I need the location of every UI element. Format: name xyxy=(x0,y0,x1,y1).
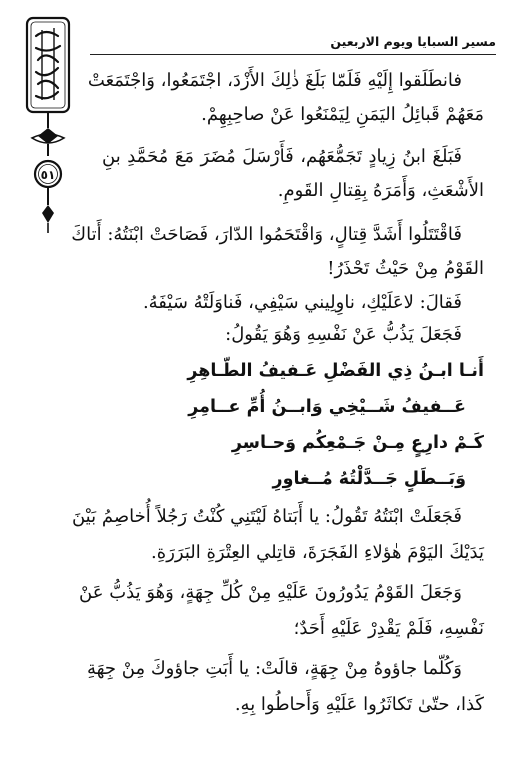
text-line: القَوْمُ مِنْ حَيْثُ تَحْذَرُ! xyxy=(327,258,484,279)
text-line: فَاقْتَتَلُوا أَشَدَّ قِتالٍ، وَاقْتَحَمُوا الدّارَ، فَصَاحَتْ ابْنَتُهُ: أَتاكَ xyxy=(71,224,462,245)
page-number: ٥١ xyxy=(40,168,56,182)
text-line: وَكُلّما جاؤوهُ مِنْ جِهَةٍ، قالَتْ: يا أَبَتِ جاؤوكَ مِنْ جِهَةِ xyxy=(86,658,462,679)
text-line: فَقالَ: لاعَلَيْكِ، ناوِلِيني سَيْفِي، فَناوَلَتْهُ سَيْفَهُ. xyxy=(142,292,462,313)
header-title: مسير السبايا ويوم الاربعين xyxy=(330,34,496,49)
text-line: كَذا، حتّىٰ تَكاثَرُوا عَلَيْهِ وَأَحاطُوا بِهِ. xyxy=(234,694,484,715)
text-line: فانطَلَقوا إِلَيْهِ فَلَمّا بَلَغَ ذٰلِكَ الأَزْدَ، اجْتَمَعُوا، وَاجْتَمَعَتْ xyxy=(87,70,462,91)
text-line: نَفْسِهِ، فَلَمْ يَقْدِرْ عَلَيْهِ أَحَدٌ؛ xyxy=(293,618,484,639)
text-line: الأَشْعَثِ، وَأَمَرَهُ بِقِتالِ القَومِ. xyxy=(277,180,484,201)
body-text xyxy=(71,64,484,738)
poem-verse: كَـمْ دارِعٍ مِـنْ جَـمْعِكُم وَحـاسِرِ xyxy=(231,433,484,453)
running-header xyxy=(90,34,496,58)
text-line: وَجَعَلَ القَوْمُ يَدُورُونَ عَلَيْهِ مِنْ كُلِّ جِهَةٍ، وَهُوَ يَذُبُّ عَنْ xyxy=(79,582,462,603)
text-line: مَعَهُمْ قَبائِلُ اليَمَنِ لِيَمْنَعُوا عَنْ صاحِبِهِمْ. xyxy=(201,104,484,125)
text-line: فَجَعَلَ يَذُبُّ عَنْ نَفْسِهِ وَهُوَ يَقُولُ: xyxy=(225,324,462,345)
text-line: فَبَلَغَ ابنُ زِيادٍ تَجَمُّعَهُم، فَأَرْسَلَ مُضَرَ مَعَ مُحَمَّدِ بنِ xyxy=(102,146,462,167)
poem-verse: أَنـا ابـنُ ذِي الفَضْلِ عَـفيفُ الطّـاهِرِ xyxy=(187,361,484,381)
calligraphy-ornament-icon xyxy=(24,16,72,236)
text-line: فَجَعَلَتْ ابْنَتُهُ تَقُولُ: يا أَبَتاهُ لَيْتَنِي كُنْتُ رَجُلاً أُخاصِمُ بَيْنَ xyxy=(71,506,462,527)
poem-verse: وَبَــطَلٍ جَــدَّلْتُهُ مُــغاوِرِ xyxy=(272,469,466,489)
header-rule xyxy=(90,54,496,55)
text-line: يَدَيْكَ اليَوْمَ هٰؤلاءِ الفَجَرَةَ، قاتِلي العِتْرَةِ البَرَرَةِ. xyxy=(151,542,484,563)
poem-verse: عَــفيفُ شَــيْخِي وَابــنُ أُمِّ عــامِرِ xyxy=(188,397,466,417)
